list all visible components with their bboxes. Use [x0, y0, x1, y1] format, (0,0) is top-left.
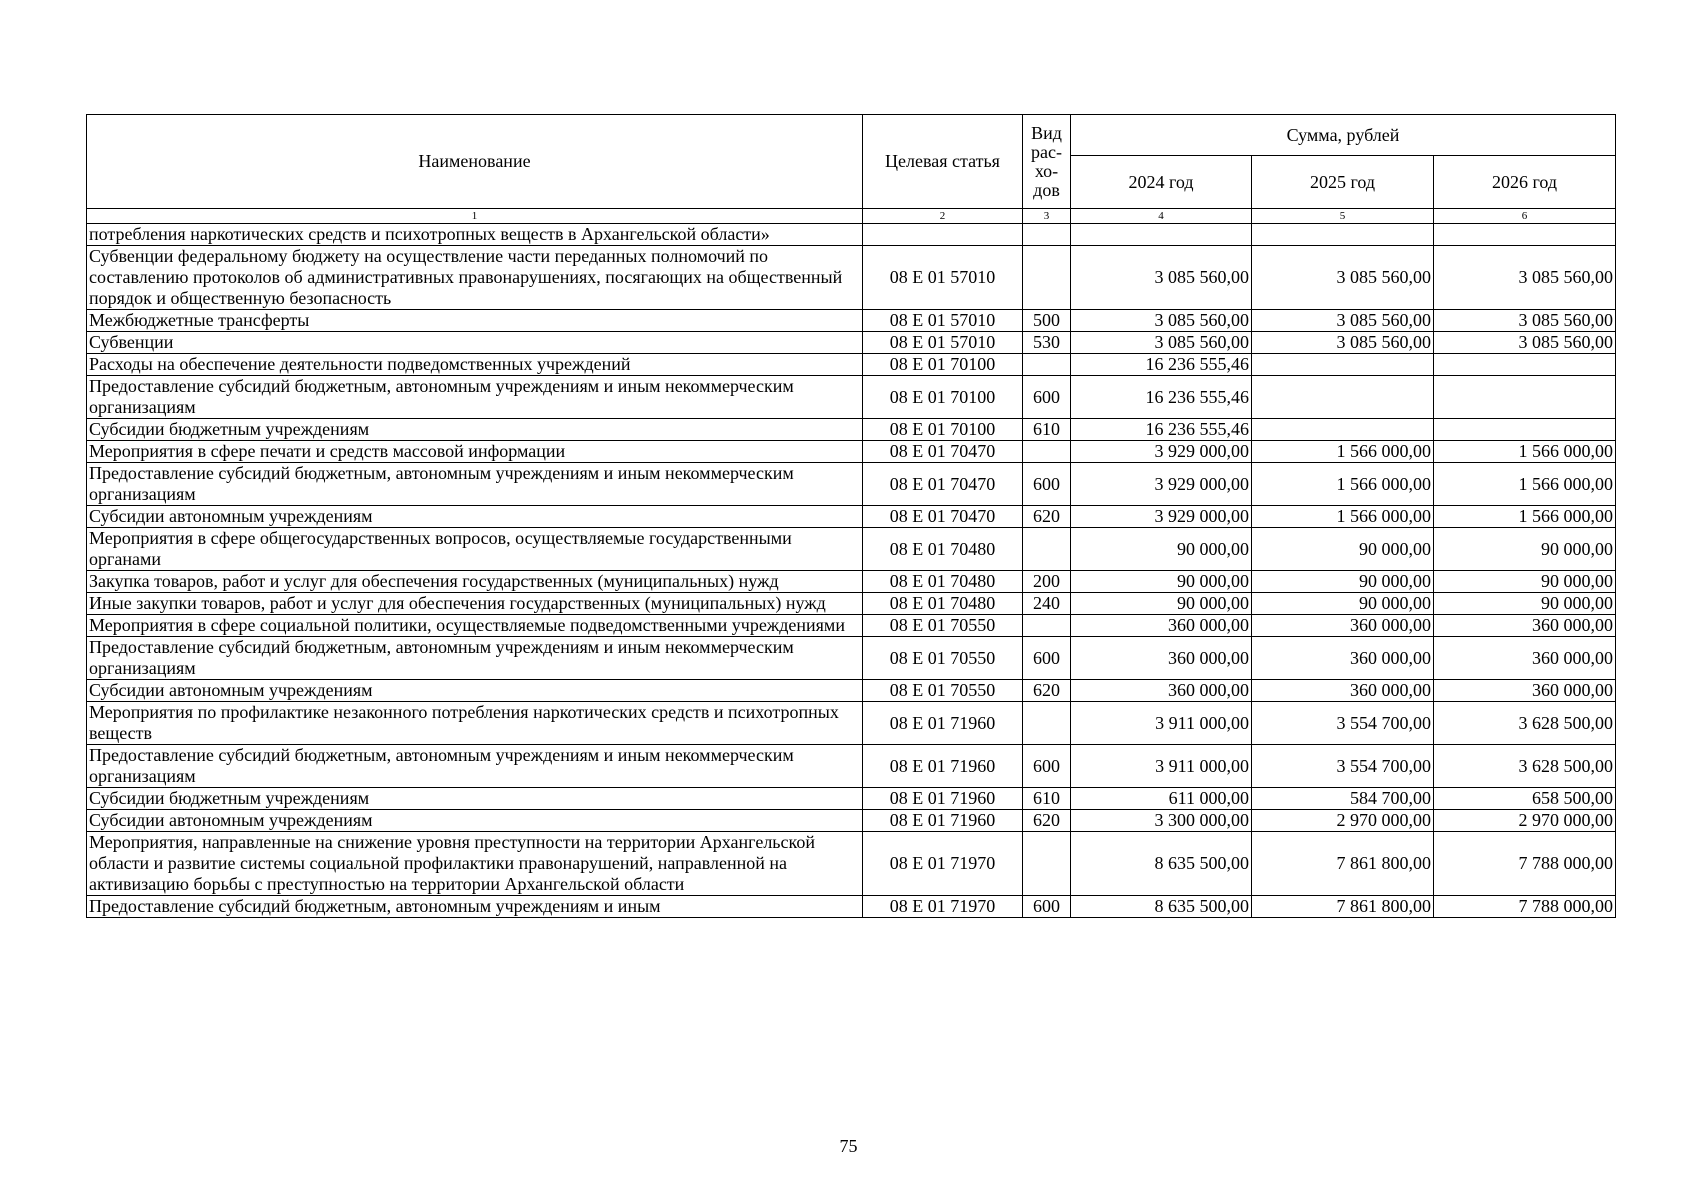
row-amount-2026: 360 000,00 [1434, 615, 1616, 637]
row-target-article: 08 Е 01 71970 [863, 832, 1023, 896]
row-name: Межбюджетные трансферты [87, 310, 863, 332]
table-row [87, 810, 1616, 832]
row-amount-2024: 16 236 555,46 [1071, 354, 1252, 376]
row-amount-2026: 3 628 500,00 [1434, 702, 1616, 745]
row-target-article: 08 Е 01 71960 [863, 788, 1023, 810]
row-expense-type [1023, 441, 1071, 463]
row-amount-2026: 360 000,00 [1434, 680, 1616, 702]
row-name: Мероприятия в сфере социальной политики, осуществляемые подведомственными учреждениями [87, 615, 863, 637]
row-amount-2024: 3 300 000,00 [1071, 810, 1252, 832]
row-name: Субсидии автономным учреждениям [87, 506, 863, 528]
row-amount-2024: 90 000,00 [1071, 593, 1252, 615]
row-name: Предоставление субсидий бюджетным, автономным учреждениям и иным некоммерческим организациям [87, 745, 863, 788]
table-row [87, 896, 1616, 918]
row-amount-2025: 3 085 560,00 [1252, 310, 1434, 332]
header-expense-type: Вид рас- хо- дов [1023, 115, 1071, 209]
row-expense-type [1023, 528, 1071, 571]
header-target-article: Целевая статья [863, 115, 1023, 209]
row-amount-2025: 3 554 700,00 [1252, 745, 1434, 788]
row-target-article: 08 Е 01 70100 [863, 376, 1023, 419]
row-expense-type: 620 [1023, 506, 1071, 528]
row-target-article: 08 Е 01 57010 [863, 310, 1023, 332]
row-expense-type: 610 [1023, 788, 1071, 810]
header-sum: Сумма, рублей [1071, 115, 1616, 156]
row-expense-type [1023, 224, 1071, 246]
column-number: 5 [1252, 209, 1434, 224]
row-expense-type: 620 [1023, 680, 1071, 702]
row-amount-2024: 3 911 000,00 [1071, 702, 1252, 745]
row-amount-2026: 3 628 500,00 [1434, 745, 1616, 788]
row-expense-type: 500 [1023, 310, 1071, 332]
row-amount-2024: 3 085 560,00 [1071, 310, 1252, 332]
row-amount-2025 [1252, 354, 1434, 376]
row-amount-2024: 3 929 000,00 [1071, 463, 1252, 506]
row-name: Мероприятия, направленные на снижение уровня преступности на территории Архангельской области и развитие системы социальной профилактики правонарушений, направленной на активизацию борьбы с преступностью на территории Архангельской области [87, 832, 863, 896]
table-row [87, 463, 1616, 506]
row-name: Предоставление субсидий бюджетным, автономным учреждениям и иным некоммерческим организациям [87, 376, 863, 419]
row-amount-2026: 90 000,00 [1434, 571, 1616, 593]
row-amount-2026: 3 085 560,00 [1434, 310, 1616, 332]
row-amount-2025: 1 566 000,00 [1252, 463, 1434, 506]
row-target-article: 08 Е 01 71960 [863, 702, 1023, 745]
row-amount-2026: 1 566 000,00 [1434, 463, 1616, 506]
row-target-article: 08 Е 01 70550 [863, 680, 1023, 702]
row-target-article: 08 Е 01 70470 [863, 463, 1023, 506]
row-name: Субвенции федеральному бюджету на осуществление части переданных полномочий по составлению протоколов об административных правонарушениях, посягающих на общественный порядок и общественную безопасность [87, 246, 863, 310]
row-amount-2024: 360 000,00 [1071, 615, 1252, 637]
row-name: Расходы на обеспечение деятельности подведомственных учреждений [87, 354, 863, 376]
table-row [87, 680, 1616, 702]
row-amount-2025 [1252, 419, 1434, 441]
row-amount-2025: 7 861 800,00 [1252, 832, 1434, 896]
row-amount-2025: 1 566 000,00 [1252, 441, 1434, 463]
table-row [87, 615, 1616, 637]
row-target-article: 08 Е 01 70480 [863, 571, 1023, 593]
row-expense-type [1023, 246, 1071, 310]
column-number: 6 [1434, 209, 1616, 224]
row-amount-2025: 360 000,00 [1252, 680, 1434, 702]
row-amount-2026 [1434, 419, 1616, 441]
row-expense-type [1023, 702, 1071, 745]
row-amount-2025: 360 000,00 [1252, 615, 1434, 637]
row-expense-type [1023, 354, 1071, 376]
row-name: Предоставление субсидий бюджетным, автономным учреждениям и иным некоммерческим организациям [87, 637, 863, 680]
row-amount-2026: 7 788 000,00 [1434, 832, 1616, 896]
row-amount-2026 [1434, 376, 1616, 419]
table-row [87, 419, 1616, 441]
table-row [87, 832, 1616, 896]
row-amount-2026 [1434, 354, 1616, 376]
row-amount-2024: 360 000,00 [1071, 637, 1252, 680]
row-amount-2026: 3 085 560,00 [1434, 246, 1616, 310]
row-amount-2024: 16 236 555,46 [1071, 376, 1252, 419]
row-target-article: 08 Е 01 70100 [863, 354, 1023, 376]
row-target-article: 08 Е 01 70100 [863, 419, 1023, 441]
budget-table [86, 114, 1616, 918]
row-expense-type: 600 [1023, 463, 1071, 506]
row-target-article: 08 Е 01 70480 [863, 593, 1023, 615]
row-target-article: 08 Е 01 71960 [863, 745, 1023, 788]
table-row [87, 637, 1616, 680]
row-target-article: 08 Е 01 70550 [863, 637, 1023, 680]
header-year-2026: 2026 год [1434, 156, 1616, 209]
row-amount-2026 [1434, 224, 1616, 246]
row-amount-2025: 360 000,00 [1252, 637, 1434, 680]
row-amount-2026: 7 788 000,00 [1434, 896, 1616, 918]
row-amount-2025: 7 861 800,00 [1252, 896, 1434, 918]
row-amount-2024: 8 635 500,00 [1071, 896, 1252, 918]
header-year-2024: 2024 год [1071, 156, 1252, 209]
row-target-article [863, 224, 1023, 246]
row-amount-2024: 611 000,00 [1071, 788, 1252, 810]
row-name: Закупка товаров, работ и услуг для обеспечения государственных (муниципальных) нужд [87, 571, 863, 593]
row-amount-2024: 3 085 560,00 [1071, 246, 1252, 310]
row-amount-2025: 3 085 560,00 [1252, 246, 1434, 310]
row-amount-2024: 360 000,00 [1071, 680, 1252, 702]
row-amount-2026: 658 500,00 [1434, 788, 1616, 810]
row-expense-type: 610 [1023, 419, 1071, 441]
row-amount-2024: 16 236 555,46 [1071, 419, 1252, 441]
row-amount-2026: 360 000,00 [1434, 637, 1616, 680]
row-target-article: 08 Е 01 71970 [863, 896, 1023, 918]
header-name: Наименование [87, 115, 863, 209]
table-row [87, 528, 1616, 571]
row-expense-type: 240 [1023, 593, 1071, 615]
table-row [87, 788, 1616, 810]
table-row [87, 571, 1616, 593]
row-amount-2026: 90 000,00 [1434, 528, 1616, 571]
row-amount-2025 [1252, 376, 1434, 419]
row-amount-2026: 2 970 000,00 [1434, 810, 1616, 832]
row-amount-2025: 2 970 000,00 [1252, 810, 1434, 832]
row-target-article: 08 Е 01 57010 [863, 332, 1023, 354]
table-row [87, 702, 1616, 745]
row-amount-2025: 90 000,00 [1252, 571, 1434, 593]
row-name: Мероприятия в сфере общегосударственных вопросов, осуществляемые государственными органами [87, 528, 863, 571]
row-name: Предоставление субсидий бюджетным, автономным учреждениям и иным [87, 896, 863, 918]
row-amount-2024: 3 911 000,00 [1071, 745, 1252, 788]
table-row [87, 224, 1616, 246]
row-name: Мероприятия по профилактике незаконного потребления наркотических средств и психотропных веществ [87, 702, 863, 745]
row-amount-2024: 90 000,00 [1071, 528, 1252, 571]
row-expense-type: 600 [1023, 637, 1071, 680]
row-expense-type [1023, 832, 1071, 896]
row-amount-2024 [1071, 224, 1252, 246]
row-amount-2025: 3 085 560,00 [1252, 332, 1434, 354]
row-expense-type: 600 [1023, 376, 1071, 419]
row-expense-type: 200 [1023, 571, 1071, 593]
table-row [87, 246, 1616, 310]
row-name: Предоставление субсидий бюджетным, автономным учреждениям и иным некоммерческим организациям [87, 463, 863, 506]
row-expense-type: 600 [1023, 896, 1071, 918]
header-year-2025: 2025 год [1252, 156, 1434, 209]
row-target-article: 08 Е 01 71960 [863, 810, 1023, 832]
row-name: Субсидии бюджетным учреждениям [87, 788, 863, 810]
row-name: Субвенции [87, 332, 863, 354]
row-amount-2026: 1 566 000,00 [1434, 441, 1616, 463]
row-amount-2025: 90 000,00 [1252, 528, 1434, 571]
table-row [87, 332, 1616, 354]
table-row [87, 310, 1616, 332]
row-amount-2026: 90 000,00 [1434, 593, 1616, 615]
row-name: Субсидии бюджетным учреждениям [87, 419, 863, 441]
table-body [87, 224, 1616, 918]
row-amount-2024: 8 635 500,00 [1071, 832, 1252, 896]
row-amount-2024: 3 929 000,00 [1071, 441, 1252, 463]
page-number: 75 [839, 1136, 858, 1156]
row-target-article: 08 Е 01 57010 [863, 246, 1023, 310]
row-amount-2025: 584 700,00 [1252, 788, 1434, 810]
row-amount-2026: 1 566 000,00 [1434, 506, 1616, 528]
table-row [87, 506, 1616, 528]
row-expense-type: 620 [1023, 810, 1071, 832]
table-row [87, 441, 1616, 463]
row-amount-2025 [1252, 224, 1434, 246]
row-target-article: 08 Е 01 70470 [863, 506, 1023, 528]
table-row [87, 745, 1616, 788]
row-amount-2025: 3 554 700,00 [1252, 702, 1434, 745]
table-row [87, 376, 1616, 419]
row-name: Субсидии автономным учреждениям [87, 680, 863, 702]
table-row [87, 354, 1616, 376]
column-number: 2 [863, 209, 1023, 224]
row-expense-type: 600 [1023, 745, 1071, 788]
row-amount-2024: 90 000,00 [1071, 571, 1252, 593]
row-amount-2025: 1 566 000,00 [1252, 506, 1434, 528]
table-row [87, 593, 1616, 615]
row-target-article: 08 Е 01 70550 [863, 615, 1023, 637]
column-number: 4 [1071, 209, 1252, 224]
row-amount-2025: 90 000,00 [1252, 593, 1434, 615]
row-target-article: 08 Е 01 70470 [863, 441, 1023, 463]
column-number: 3 [1023, 209, 1071, 224]
row-expense-type: 530 [1023, 332, 1071, 354]
row-amount-2024: 3 085 560,00 [1071, 332, 1252, 354]
row-name: Иные закупки товаров, работ и услуг для обеспечения государственных (муниципальных) нужд [87, 593, 863, 615]
row-name: потребления наркотических средств и психотропных веществ в Архангельской области» [87, 224, 863, 246]
row-amount-2024: 3 929 000,00 [1071, 506, 1252, 528]
row-amount-2026: 3 085 560,00 [1434, 332, 1616, 354]
row-name: Субсидии автономным учреждениям [87, 810, 863, 832]
row-target-article: 08 Е 01 70480 [863, 528, 1023, 571]
row-name: Мероприятия в сфере печати и средств массовой информации [87, 441, 863, 463]
column-number: 1 [87, 209, 863, 224]
row-expense-type [1023, 615, 1071, 637]
